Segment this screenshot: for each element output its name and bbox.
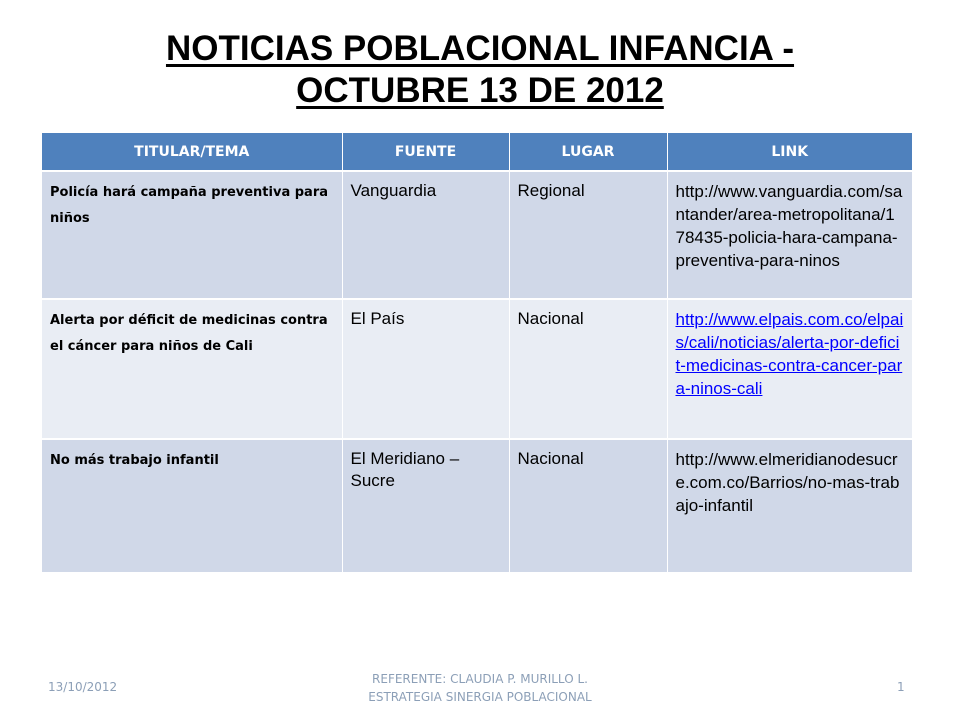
fuente-text: Vanguardia — [350, 181, 437, 200]
news-link[interactable]: http://www.elpais.com.co/elpais/cali/noticias/alerta-por-deficit-medicinas-contra-cancer-para-ninos-cali — [675, 310, 904, 398]
cell-lugar — [509, 299, 667, 439]
lugar-text: Nacional — [517, 449, 584, 468]
cell-link — [667, 299, 912, 439]
cell-lugar — [509, 171, 667, 299]
footer-referente-line2: ESTRATEGIA SINERGIA POBLACIONAL — [368, 690, 592, 704]
header-link: LINK — [667, 133, 912, 171]
tema-text: No más trabajo infantil — [50, 453, 219, 468]
link-text: http://www.elmeridianodesucre.com.co/Barrios/no-mas-trabajo-infantil — [675, 450, 900, 515]
cell-fuente — [342, 439, 509, 572]
fuente-text: El Meridiano – Sucre — [350, 449, 460, 490]
fuente-text: El País — [350, 309, 405, 328]
cell-fuente — [342, 171, 509, 299]
cell-fuente — [342, 299, 509, 439]
slide-title — [0, 28, 960, 112]
footer-date: 13/10/2012 — [48, 680, 118, 694]
slide-title-line1: NOTICIAS POBLACIONAL INFANCIA - — [165, 29, 795, 68]
tema-text: Alerta por déficit de medicinas contra el cáncer para niños de Cali — [50, 313, 328, 354]
cell-tema — [42, 299, 342, 439]
footer-referente — [300, 670, 660, 706]
header-titular-tema: TITULAR/TEMA — [42, 133, 342, 171]
cell-link — [667, 439, 912, 572]
table-row — [42, 439, 912, 572]
table-row — [42, 171, 912, 299]
cell-link — [667, 171, 912, 299]
cell-tema — [42, 171, 342, 299]
tema-text: Policía hará campaña preventiva para niños — [50, 185, 329, 226]
link-text: http://www.vanguardia.com/santander/area-metropolitana/178435-policia-hara-campana-preventiva-para-ninos — [675, 182, 903, 270]
slide-title-line2: OCTUBRE 13 DE 2012 — [296, 71, 664, 110]
lugar-text: Regional — [517, 181, 585, 200]
table-header-row — [42, 133, 912, 171]
header-fuente: FUENTE — [342, 133, 509, 171]
header-lugar: LUGAR — [509, 133, 667, 171]
footer-page-number: 1 — [897, 680, 905, 694]
cell-lugar — [509, 439, 667, 572]
lugar-text: Nacional — [517, 309, 584, 328]
footer-referente-line1: REFERENTE: CLAUDIA P. MURILLO L. — [372, 672, 588, 686]
cell-tema — [42, 439, 342, 572]
news-table — [42, 133, 912, 572]
table-row — [42, 299, 912, 439]
